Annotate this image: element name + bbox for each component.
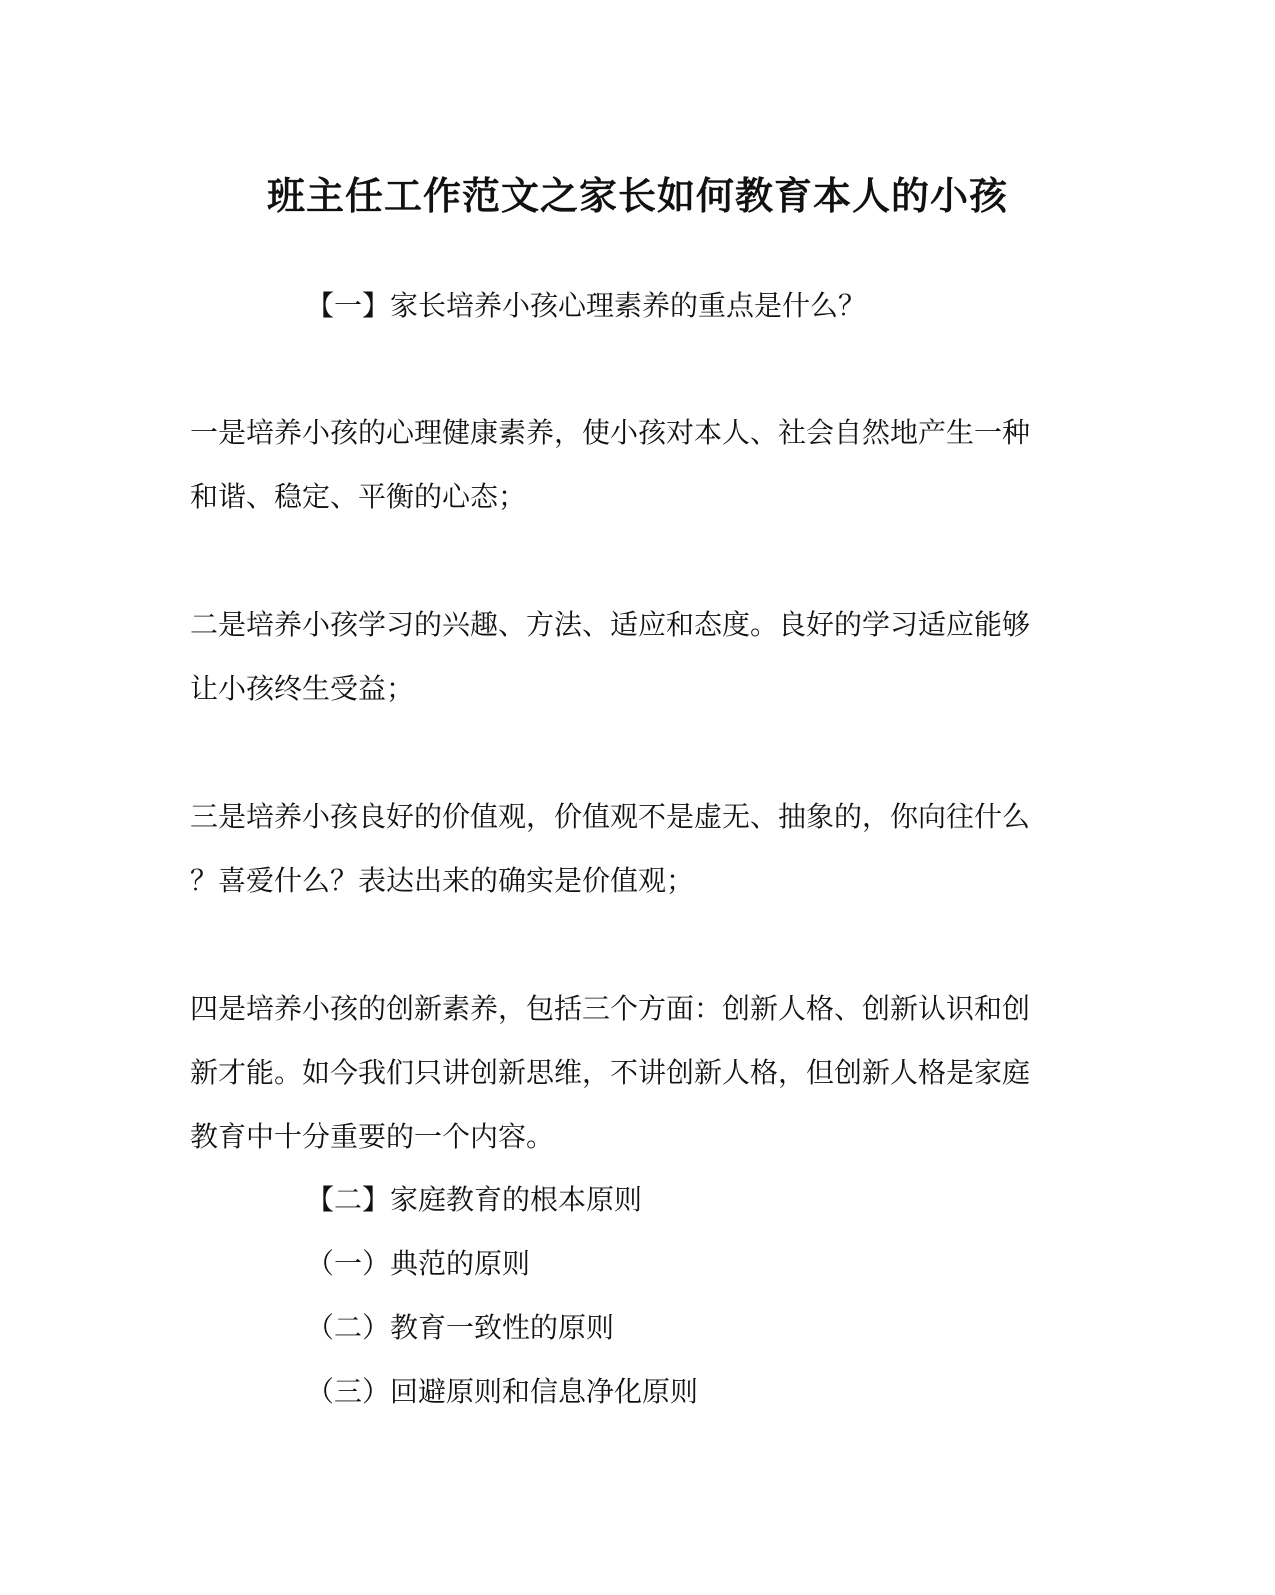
section-heading-1: 【一】家长培养小孩心理素养的重点是什么？ — [306, 289, 867, 322]
section-heading-2: 【二】家庭教育的根本原则 — [306, 1183, 643, 1216]
principle-item-2: （二）教育一致性的原则 — [306, 1311, 615, 1344]
principle-item-3: （三）回避原则和信息净化原则 — [306, 1375, 699, 1408]
paragraph-line: 一是培养小孩的心理健康素养，使小孩对本人、社会自然地产生一种 — [190, 416, 1031, 449]
paragraph-3 — [190, 785, 1070, 913]
document-title: 班主任工作范文之家长如何教育本人的小孩 — [266, 173, 1008, 218]
paragraph-line: 教育中十分重要的一个内容。 — [190, 1120, 555, 1153]
paragraph-line: 四是培养小孩的创新素养，包括三个方面：创新人格、创新认识和创 — [190, 992, 1031, 1025]
principle-item-1: （一）典范的原则 — [306, 1247, 531, 1280]
paragraph-line: 让小孩终生受益； — [190, 672, 415, 705]
paragraph-line: 和谐、稳定、平衡的心态； — [190, 480, 527, 513]
paragraph-1 — [190, 401, 1070, 529]
paragraph-line: 三是培养小孩良好的价值观，价值观不是虚无、抽象的，你向往什么 — [190, 800, 1031, 833]
paragraph-line: 新才能。如今我们只讲创新思维，不讲创新人格，但创新人格是家庭 — [190, 1056, 1031, 1089]
paragraph-line: ？喜爱什么？表达出来的确实是价值观； — [190, 864, 695, 897]
paragraph-2 — [190, 593, 1070, 721]
paragraph-line: 二是培养小孩学习的兴趣、方法、适应和态度。良好的学习适应能够 — [190, 608, 1031, 641]
paragraph-4 — [190, 977, 1070, 1169]
